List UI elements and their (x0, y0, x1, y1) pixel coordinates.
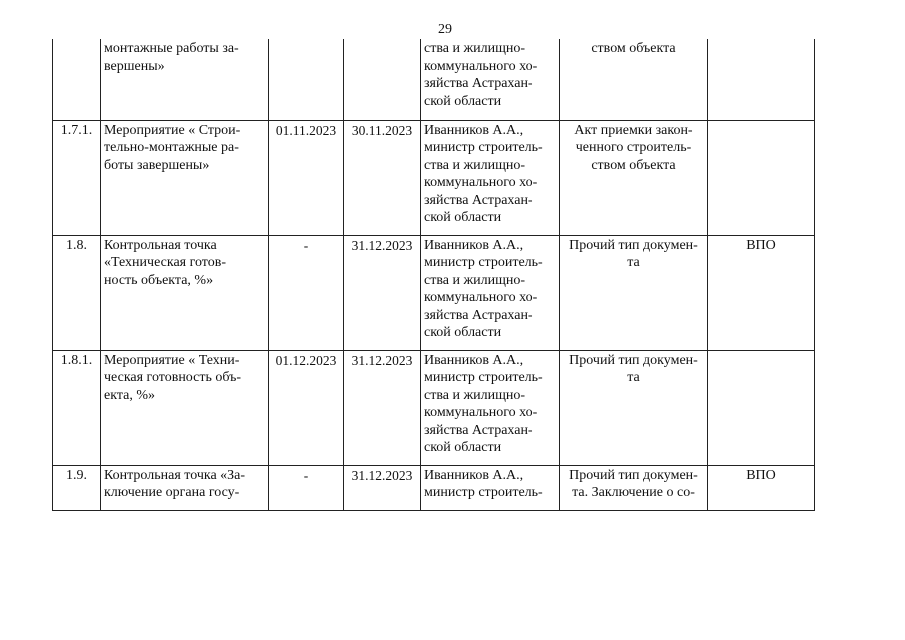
end-date-cell: 31.12.2023 (344, 465, 421, 510)
end-date-cell: 31.12.2023 (344, 350, 421, 465)
event-name-cell: Контрольная точка «Техническая готов- ность объекта, %» (101, 235, 269, 350)
event-name-cell: Мероприятие « Техни- ческая готовность объ- екта, %» (101, 350, 269, 465)
row-number-cell: 1.7.1. (53, 120, 101, 235)
end-date-cell (344, 39, 421, 120)
end-date-cell: 30.11.2023 (344, 120, 421, 235)
start-date-cell: 01.12.2023 (269, 350, 344, 465)
info-system-cell (708, 120, 815, 235)
document-cell: Прочий тип докумен- та. Заключение о со- (560, 465, 708, 510)
start-date-cell: 01.11.2023 (269, 120, 344, 235)
plan-table (52, 39, 815, 511)
start-date-cell: - (269, 465, 344, 510)
responsible-cell: ства и жилищно- коммунального хо- зяйства Астрахан- ской области (421, 39, 560, 120)
row-number-cell: 1.9. (53, 465, 101, 510)
table-row (53, 235, 815, 350)
document-cell: Прочий тип докумен- та (560, 350, 708, 465)
row-number-cell: 1.8. (53, 235, 101, 350)
event-name-cell: Контрольная точка «За- ключение органа госу- (101, 465, 269, 510)
info-system-cell (708, 39, 815, 120)
row-number-cell (53, 39, 101, 120)
table-row (53, 39, 815, 120)
table-row (53, 465, 815, 510)
document-cell: ством объекта (560, 39, 708, 120)
info-system-cell: ВПО (708, 235, 815, 350)
info-system-cell: ВПО (708, 465, 815, 510)
end-date-cell: 31.12.2023 (344, 235, 421, 350)
table-row (53, 350, 815, 465)
event-name-cell: монтажные работы за- вершены» (101, 39, 269, 120)
document-cell: Прочий тип докумен- та (560, 235, 708, 350)
page-number: 29 (438, 22, 452, 37)
start-date-cell: - (269, 235, 344, 350)
start-date-cell (269, 39, 344, 120)
info-system-cell (708, 350, 815, 465)
table-row (53, 120, 815, 235)
responsible-cell: Иванников А.А., министр строитель- ства и жилищно- коммунального хо- зяйства Астрахан- ской области (421, 235, 560, 350)
plan-table-body (53, 39, 815, 510)
responsible-cell: Иванников А.А., министр строитель- (421, 465, 560, 510)
responsible-cell: Иванников А.А., министр строитель- ства и жилищно- коммунального хо- зяйства Астрахан- ской области (421, 120, 560, 235)
document-cell: Акт приемки закон- ченного строитель- ством объекта (560, 120, 708, 235)
row-number-cell: 1.8.1. (53, 350, 101, 465)
responsible-cell: Иванников А.А., министр строитель- ства и жилищно- коммунального хо- зяйства Астрахан- ской области (421, 350, 560, 465)
event-name-cell: Мероприятие « Строи- тельно-монтажные ра- боты завершены» (101, 120, 269, 235)
